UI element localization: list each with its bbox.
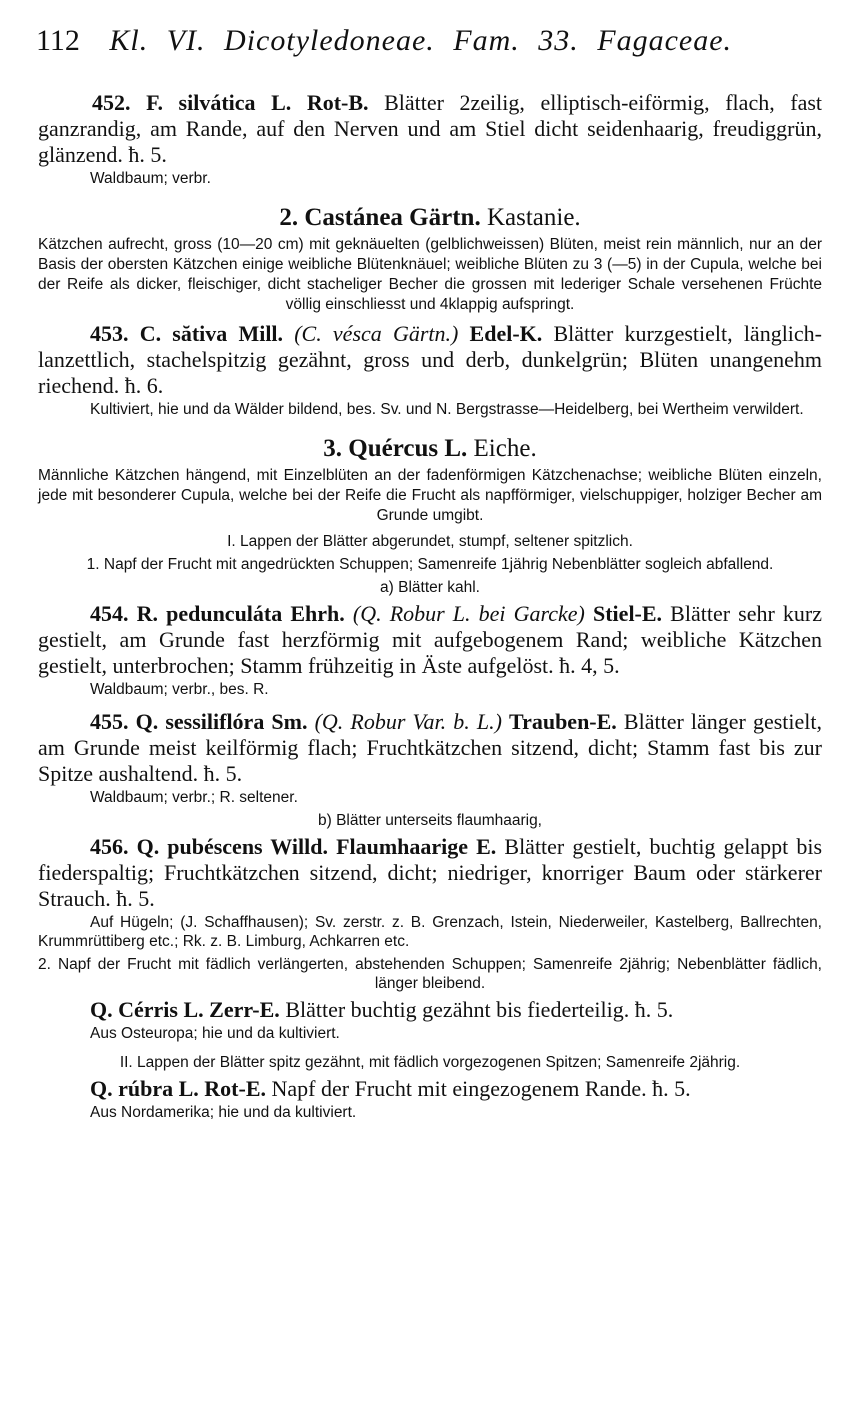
distribution-note: Auf Hügeln; (J. Schaffhausen); Sv. zerstr. z. B. Grenzach, Istein, Niederweiler, Kastelberg, Ballrechten, Krummrüttiberg etc.; Rk. z. B. Limburg, Achkarren etc. [38,914,822,950]
distribution-note: Waldbaum; verbr., bes. R. [90,681,269,698]
vernacular-name: Trauben-E. [509,709,617,734]
genus-common-name: Eiche. [473,435,537,462]
vernacular-name: Zerr-E. [209,997,280,1022]
key-lead-1: 1. Napf der Frucht mit angedrückten Schuppen; Samenreife 1jährig Nebenblätter sogleich abfallend. [86,556,774,573]
species-description: Blätter 2zeilig, elliptisch-eiförmig, flach, fast ganzrandig, am Rande, auf den Nerven und am Stiel dicht seidenhaarig, freudiggrün, glänzend. ħ. 5. [38,90,823,167]
species-number: 452. [92,90,131,115]
genus-description: Kätzchen aufrecht, gross (10—20 cm) mit geknäuelten (gelblichweissen) Blüten, meist rein männlich, nur an der Basis der obersten Kätzchen einige weibliche Blütenknäuel; weibliche Blüten zu 3 (—5) in der Cupula, welche bei der Reife als dicker, fleischiger, dicht stacheliger Becher die grossen mit lederiger Schale versehenen Früchte völlig einschliesst und 4klappig aufspringt. [38,236,822,313]
distribution-note: Aus Nordamerika; hie und da kultiviert. [90,1104,357,1121]
species-name: Q. sessiliflóra Sm. [135,709,308,734]
running-title: Kl. VI. Dicotyledoneae. Fam. 33. Fagaceae. [109,24,733,57]
species-name: Q. Cérris L. [90,997,204,1022]
species-number: 454. [90,601,129,626]
distribution-note: Kultiviert, hie und da Wälder bildend, bes. Sv. und N. Bergstrasse—Heidelberg, bei Wertheim verwildert. [90,401,804,418]
species-synonym: (C. vésca Gärtn.) [294,321,459,346]
key-lead-I: I. Lappen der Blätter abgerundet, stumpf, seltener spitzlich. [227,533,633,550]
genus-description: Männliche Kätzchen hängend, mit Einzelblüten an der fadenförmigen Kätzchenachse; weibliche Blüten einzeln, jede mit besonderer Cupula, welche bei der Reife die Frucht als napfförmiger, vielschuppiger, holziger Becher am Grunde umgibt. [38,467,822,524]
running-header [36,24,816,58]
species-entry-455 [38,709,822,787]
genus-name: 2. Castánea Gärtn. [279,204,481,231]
vernacular-name: Flaumhaarige E. [336,834,497,859]
species-entry-453 [38,321,822,399]
species-entry-cerris [38,997,822,1023]
page-content [38,90,822,1122]
species-description: Napf der Frucht mit eingezogenem Rande. ħ. 5. [271,1076,691,1101]
species-description: Blätter sehr kurz gestielt, am Grunde fast herzförmig mit aufgebogenem Rand; weibliche Kätzchen gestielt, unterbrochen; Stamm frühzeitig in Äste aufgelöst. ħ. 4, 5. [38,601,822,678]
species-number: 453. [90,321,129,346]
species-number: 456. [90,834,129,859]
key-lead-II: II. Lappen der Blätter spitz gezähnt, mit fädlich vorgezogenen Spitzen; Samenreife 2jährig. [119,1054,741,1071]
species-synonym: (Q. Robur Var. b. L.) [314,709,502,734]
page-number: 112 [36,24,80,57]
species-number: 455. [90,709,129,734]
species-description: Blätter kurzgestielt, länglich-lanzettlich, stachelspitzig gezähnt, gross und derb, dunkelgrün; Blüten unangenehm riechend. ħ. 6. [38,321,823,398]
distribution-note: Aus Osteuropa; hie und da kultiviert. [90,1025,340,1042]
species-synonym: (Q. Robur L. bei Garcke) [352,601,585,626]
genus-name: 3. Quércus L. [323,435,468,462]
genus-common-name: Kastanie. [486,204,581,231]
key-lead-2: 2. Napf der Frucht mit fädlich verlängerten, abstehenden Schuppen; Samenreife 2jährig; Nebenblätter fädlich, länger bleibend. [38,956,822,992]
species-entry-rubra [38,1076,822,1102]
species-description: Blätter länger gestielt, am Grunde meist keilförmig flach; Fruchtkätzchen sitzend, dicht; Stamm fast bis zur Spitze aushaltend. ħ. 5. [38,709,823,786]
species-name: Q. pubéscens Willd. [136,834,328,859]
genus-heading-quercus [38,434,822,464]
genus-heading-castanea [38,203,822,233]
species-name: F. silvática L. [146,90,292,115]
species-entry-452 [38,90,822,168]
distribution-note: Waldbaum; verbr.; R. seltener. [90,789,298,806]
species-name: C. sătiva Mill. [139,321,284,346]
vernacular-name: Stiel-E. [593,601,663,626]
species-entry-454 [38,601,822,679]
vernacular-name: Edel-K. [469,321,543,346]
species-description: Blätter gestielt, buchtig gelappt bis fiederspaltig; Fruchtkätzchen sitzend, dicht; niedriger, knorriger Baum oder stärkerer Strauch. ħ. 5. [38,834,823,911]
species-name: Q. rúbra L. [90,1076,199,1101]
key-lead-b: b) Blätter unterseits flaumhaarig, [318,812,542,829]
species-description: Blätter buchtig gezähnt bis fiederteilig. ħ. 5. [285,997,674,1022]
species-name: R. pedunculáta Ehrh. [136,601,345,626]
species-entry-456 [38,834,822,912]
distribution-note: Waldbaum; verbr. [90,170,211,187]
vernacular-name: Rot-B. [306,90,369,115]
key-lead-a: a) Blätter kahl. [380,579,480,596]
vernacular-name: Rot-E. [204,1076,267,1101]
